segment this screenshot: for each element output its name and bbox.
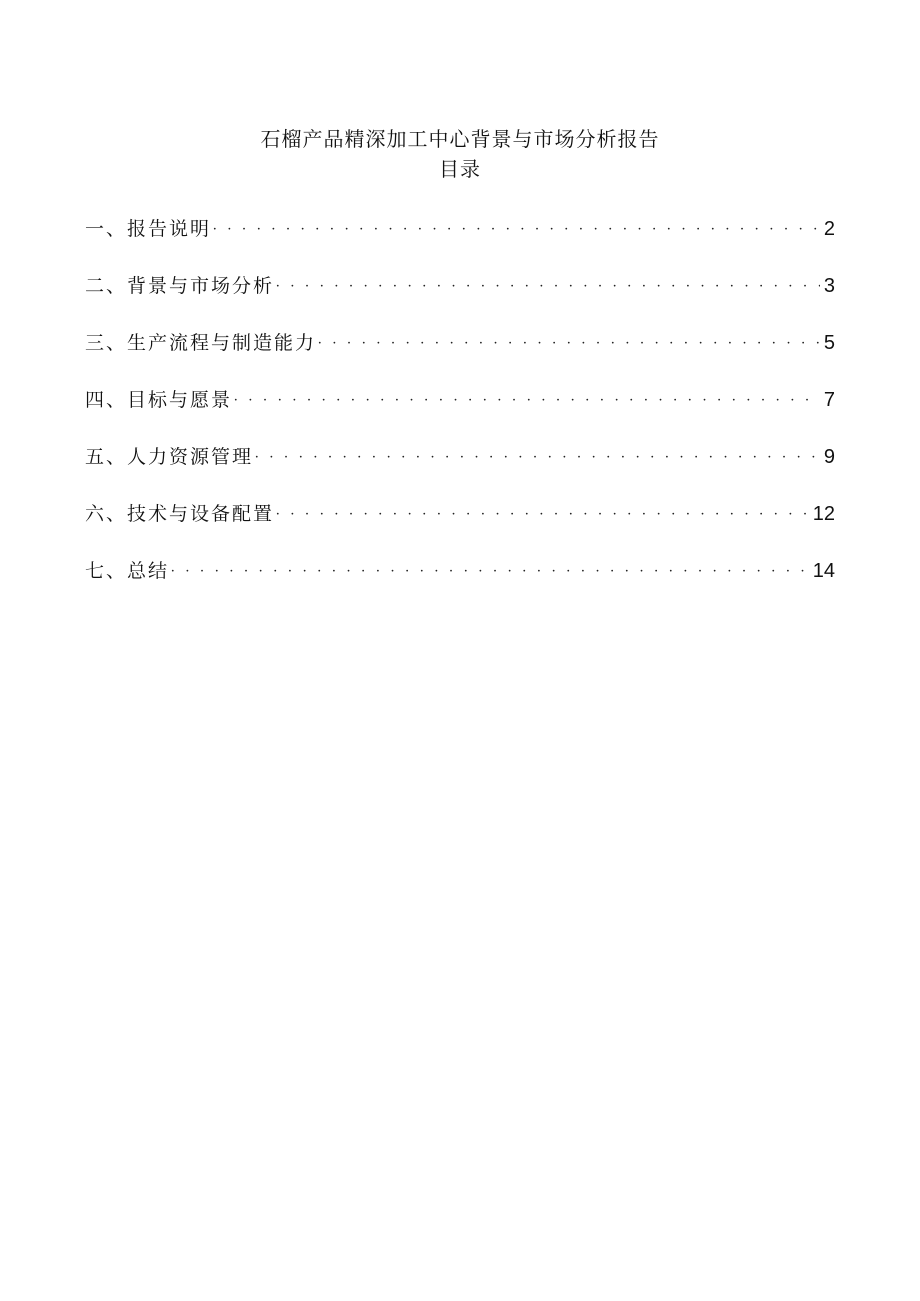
toc-dot-leader (171, 557, 809, 586)
toc-entry-1[interactable] (85, 215, 835, 272)
toc-entry-7[interactable] (85, 557, 835, 614)
toc-dot-leader (213, 215, 820, 244)
toc-dot-leader (276, 272, 820, 301)
toc-entry-page: 3 (823, 275, 835, 297)
toc-dot-leader (255, 443, 820, 472)
toc-entry-label: 六、技术与设备配置 (85, 503, 275, 525)
toc-entry-6[interactable] (85, 500, 835, 557)
toc-entry-page: 2 (823, 218, 835, 240)
toc-entry-4[interactable] (85, 386, 835, 443)
toc-entry-page: 7 (823, 389, 835, 411)
toc-entry-label: 四、目标与愿景 (85, 389, 233, 411)
toc-entry-label: 五、人力资源管理 (85, 446, 254, 468)
toc-entry-label: 三、生产流程与制造能力 (85, 332, 317, 354)
toc-entry-page: 14 (812, 560, 835, 582)
toc-entry-3[interactable] (85, 329, 835, 386)
table-of-contents (85, 215, 835, 614)
toc-dot-leader (276, 500, 809, 529)
toc-entry-label: 二、背景与市场分析 (85, 275, 275, 297)
toc-heading: 目录 (439, 157, 481, 181)
toc-entry-5[interactable] (85, 443, 835, 500)
document-title: 石榴产品精深加工中心背景与市场分析报告 (260, 127, 660, 151)
toc-entry-page: 5 (823, 332, 835, 354)
toc-entry-page: 12 (812, 503, 835, 525)
toc-entry-2[interactable] (85, 272, 835, 329)
toc-entry-label: 七、总结 (85, 560, 170, 582)
toc-entry-label: 一、报告说明 (85, 218, 212, 240)
toc-dot-leader (234, 386, 820, 415)
toc-entry-page: 9 (823, 446, 835, 468)
toc-dot-leader (318, 329, 820, 358)
